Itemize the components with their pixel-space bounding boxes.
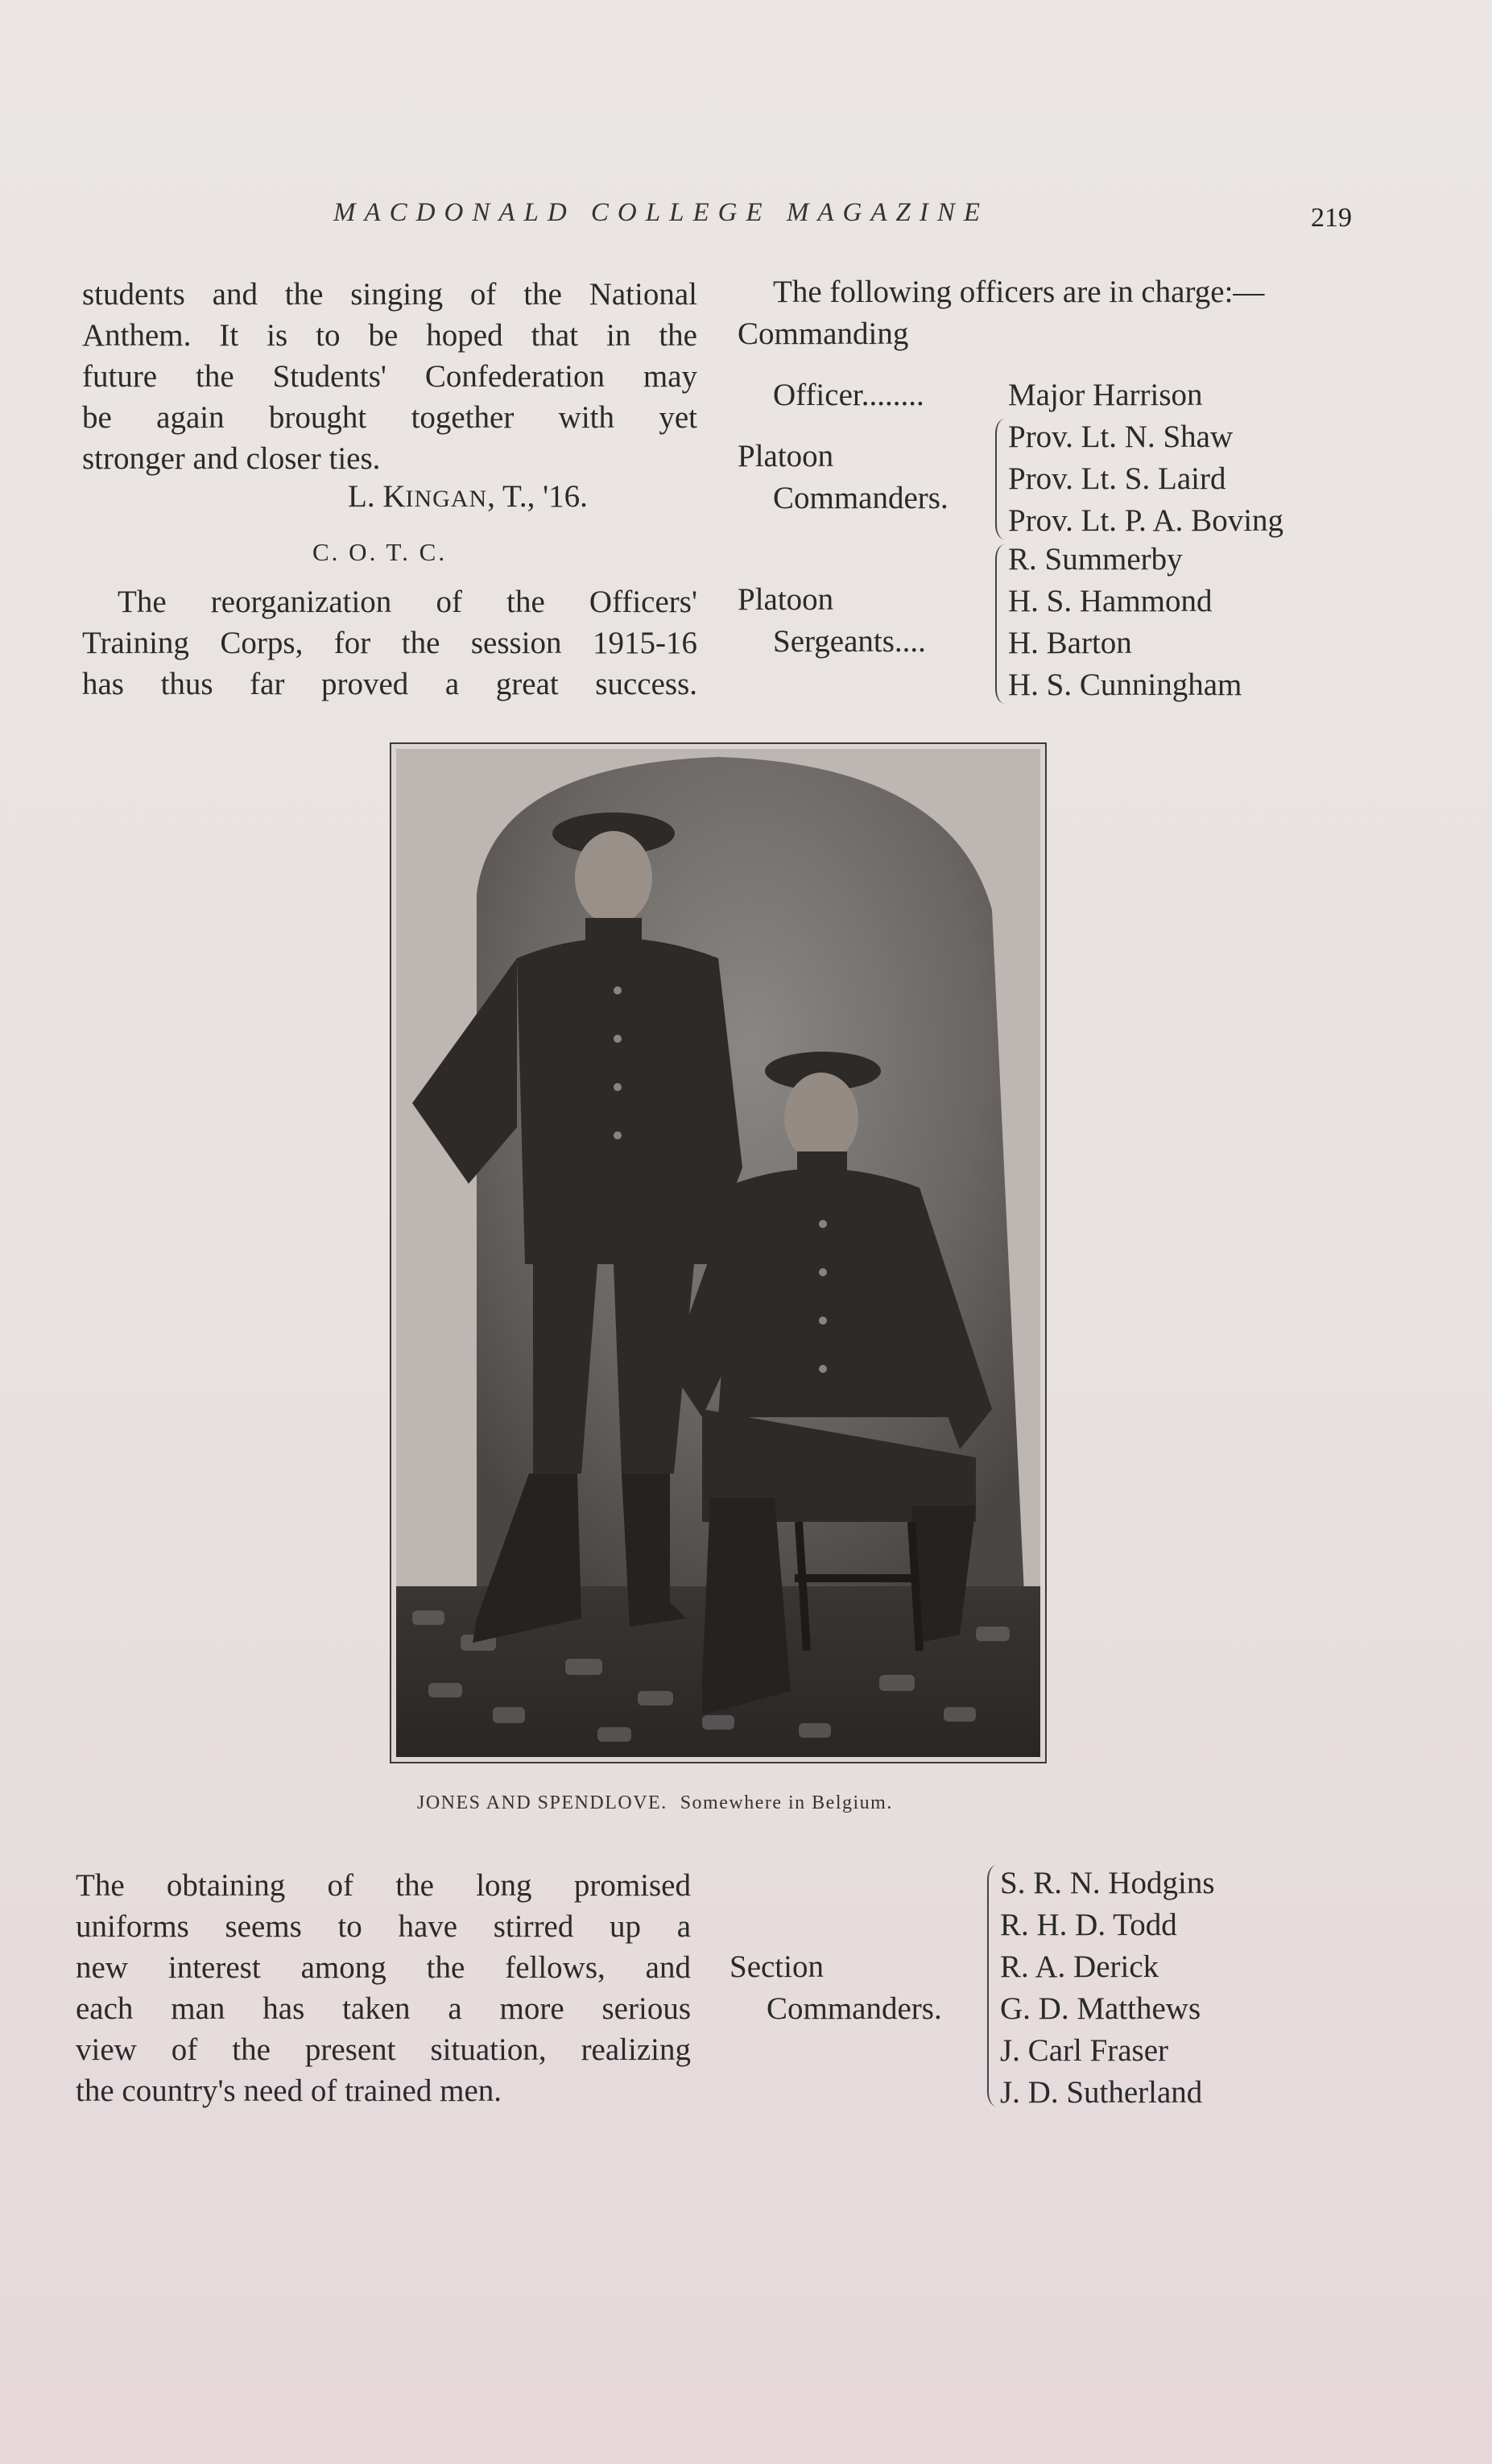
section-commander: R. A. Derick <box>1000 1949 1159 1984</box>
platoon-sergeant: H. S. Hammond <box>1008 584 1213 618</box>
section-commander: S. R. N. Hodgins <box>1000 1866 1215 1900</box>
signature-class: , T., '16. <box>487 479 588 514</box>
text-line: Anthem. It is to be hoped that in the <box>82 318 697 353</box>
text-line: view of the present situation, realizing <box>76 2032 691 2067</box>
running-title: MACDONALD COLLEGE MAGAZINE <box>333 198 990 227</box>
author-signature <box>348 478 588 515</box>
officers-intro: The following officers are in charge:— <box>773 275 1265 309</box>
commanders-label: Commanders. <box>773 481 949 515</box>
officer-label: Officer........ <box>773 378 924 412</box>
section-commander: R. H. D. Todd <box>1000 1908 1177 1942</box>
platoon-label: Platoon <box>738 439 834 473</box>
platoon-commander: Prov. Lt. S. Laird <box>1008 461 1226 496</box>
commanders-label: Commanders. <box>767 1991 942 2026</box>
platoon-commander: Prov. Lt. N. Shaw <box>1008 420 1234 454</box>
text-line: has thus far proved a great success. <box>82 667 697 701</box>
cotc-paragraph <box>82 581 697 705</box>
section-commander: G. D. Matthews <box>1000 1991 1201 2026</box>
platoon-sergeants-brace <box>995 544 1008 704</box>
text-line: future the Students' Confederation may <box>82 359 697 394</box>
text-line: students and the singing of the National <box>82 277 697 312</box>
section-commanders-brace <box>987 1865 1000 2106</box>
page-number: 219 <box>1311 203 1352 233</box>
section-commander: J. Carl Fraser <box>1000 2033 1169 2068</box>
caption-names: JONES AND SPENDLOVE. <box>417 1792 667 1813</box>
text-line: the country's need of trained men. <box>76 2073 502 2108</box>
soldiers-photo-illustration <box>396 749 1040 1757</box>
text-line: stronger and closer ties. <box>82 441 381 476</box>
section-heading: C. O. T. C. <box>312 538 448 566</box>
caption-place: Somewhere in Belgium. <box>680 1792 893 1813</box>
section-label: Section <box>729 1949 824 1984</box>
text-line: uniforms seems to have stirred up a <box>76 1909 691 1944</box>
text-line: new interest among the fellows, and <box>76 1950 691 1985</box>
platoon-commander: Prov. Lt. P. A. Boving <box>1008 503 1284 538</box>
text-line: The obtaining of the long promised <box>76 1868 691 1903</box>
photo-caption <box>417 1792 893 1814</box>
uniforms-paragraph <box>76 1865 691 2111</box>
text-line: be again brought together with yet <box>82 400 697 435</box>
text-line: The reorganization of the Officers' <box>118 585 697 619</box>
section-commander: J. D. Sutherland <box>1000 2075 1203 2110</box>
signature-surname: INGAN <box>405 486 488 512</box>
platoon-sergeant: H. S. Cunningham <box>1008 668 1242 702</box>
text-line: each man has taken a more serious <box>76 1991 691 2026</box>
platoon-sergeant: H. Barton <box>1008 626 1132 660</box>
intro-paragraph <box>82 274 697 479</box>
commanding-label: Commanding <box>738 316 909 351</box>
platoon-commanders-brace <box>995 419 1008 540</box>
platoon-label: Platoon <box>738 582 834 617</box>
commanding-officer: Major Harrison <box>1008 378 1203 412</box>
photograph <box>390 742 1047 1763</box>
platoon-sergeant: R. Summerby <box>1008 542 1183 577</box>
sergeants-label: Sergeants.... <box>773 624 926 659</box>
signature-initial: L. K <box>348 479 406 514</box>
text-line: Training Corps, for the session 1915-16 <box>82 626 697 660</box>
